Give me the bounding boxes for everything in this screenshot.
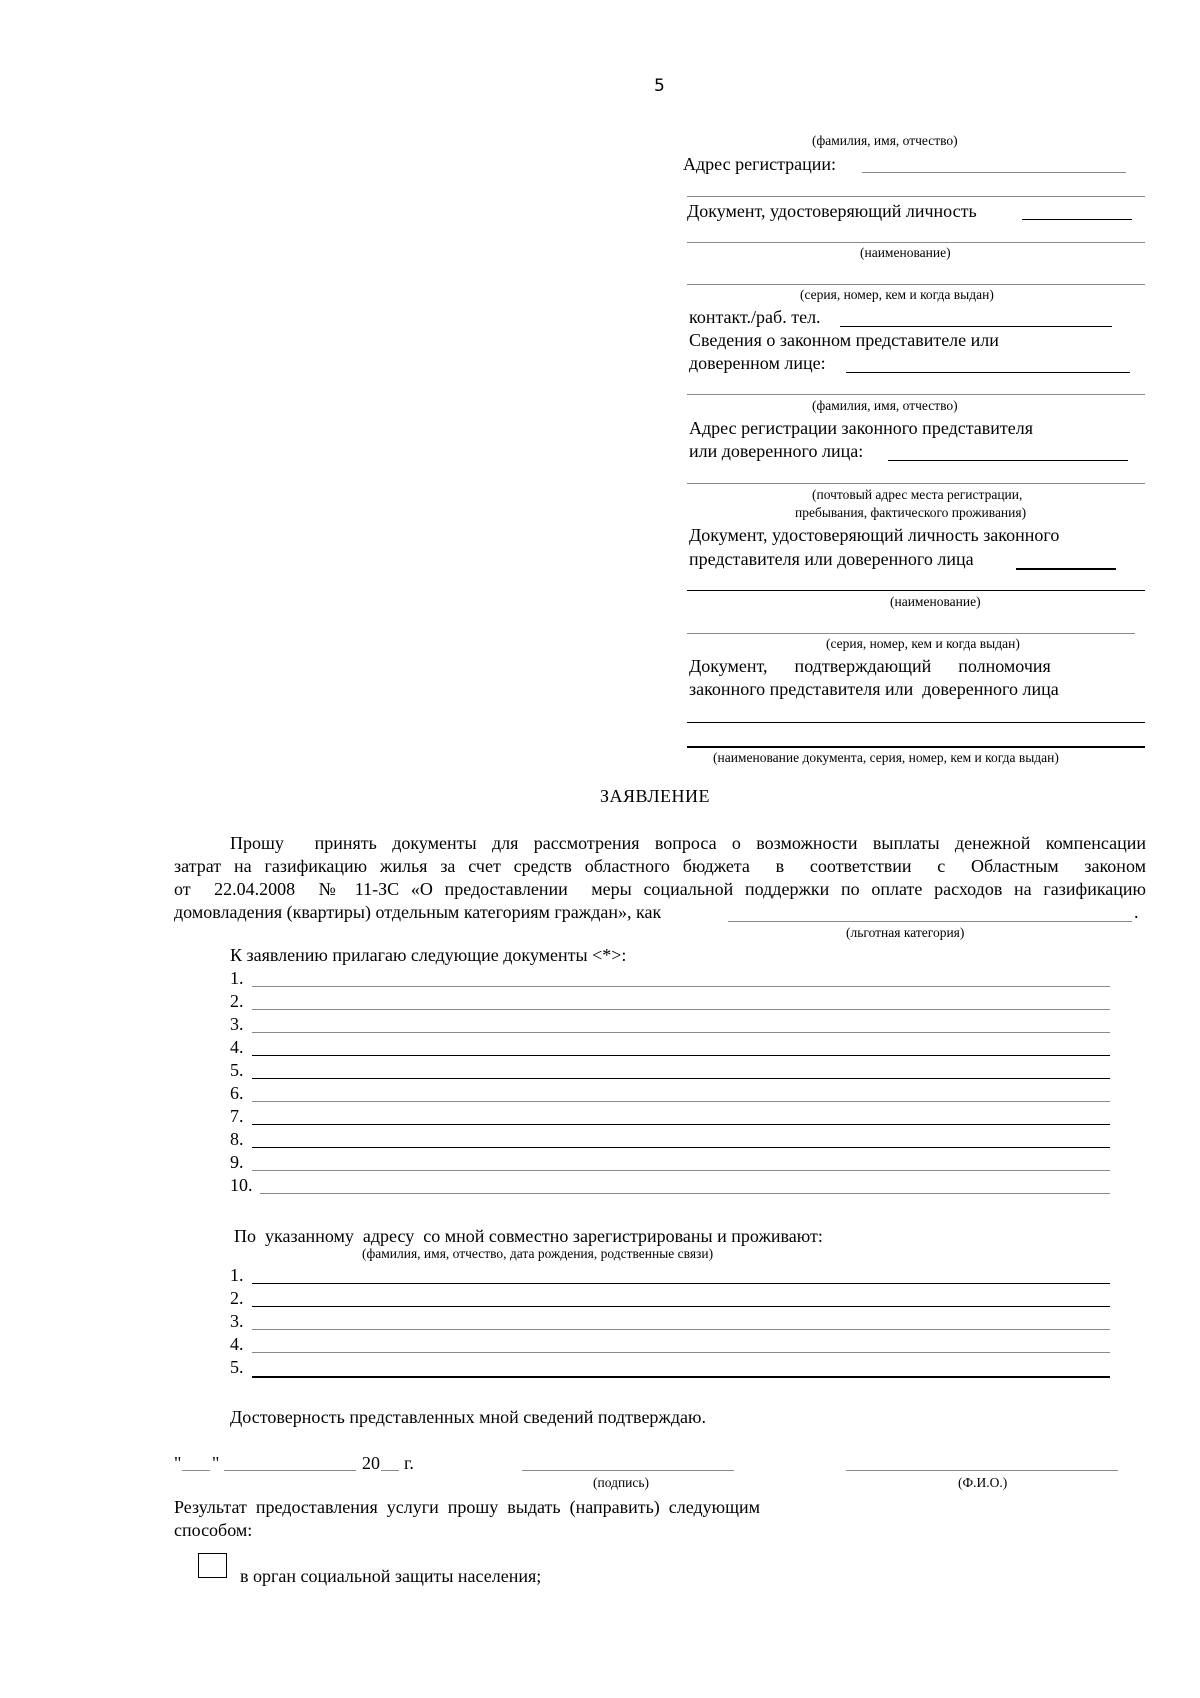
body-line-3: от 22.04.2008 № 11-ЗС «О предоставлении меры социальной поддержки по оплате расходов на газификацию [174,879,1146,899]
body-line-4-end: . [1134,902,1139,922]
attachment-field-6[interactable] [252,1101,1110,1102]
phone-field[interactable] [840,326,1112,327]
rep-doc-series-caption: (серия, номер, кем и когда выдан) [826,636,1020,651]
body-line-4: домовладения (квартиры) отдельным категориям граждан», как [174,902,662,922]
rep-doc-line2: представителя или доверенного лица [689,549,974,569]
identity-doc-series-field[interactable] [687,284,1145,285]
resident-field-3[interactable] [252,1329,1110,1330]
authority-doc-line2: законного представителя или доверенного лица [689,679,1059,699]
attachment-field-3[interactable] [252,1032,1110,1033]
date-month-field[interactable] [224,1470,356,1471]
authority-doc-caption: (наименование документа, серия, номер, кем и когда выдан) [713,750,1059,765]
option-social-protection-label: в орган социальной защиты населения; [240,1566,542,1586]
attachment-num-7: 7. [230,1106,244,1126]
attachment-field-4[interactable] [252,1055,1110,1056]
phone-label: контакт./раб. тел. [689,307,821,327]
rep-address-field-2[interactable] [687,483,1145,484]
fio-caption: (фамилия, имя, отчество) [812,133,958,148]
rep-fio-field[interactable] [846,372,1130,373]
resident-field-4[interactable] [252,1352,1110,1353]
attachment-field-1[interactable] [252,986,1110,987]
date-day-field[interactable] [182,1470,210,1471]
date-quote-open: " [174,1453,182,1473]
attachment-field-10[interactable] [260,1193,1110,1194]
attachment-num-8: 8. [230,1129,244,1149]
category-field[interactable] [728,921,1132,922]
body-line-1: Прошу принять документы для рассмотрения вопроса о возможности выплаты денежной компенсации [230,833,1146,853]
result-line-1: Результат предоставления услуги прошу выдать (направить) следующим [174,1497,760,1517]
attachment-num-2: 2. [230,991,244,1011]
resident-num-2: 2. [230,1288,244,1308]
residents-intro: По указанному адресу со мной совместно зарегистрированы и проживают: [234,1226,823,1246]
rep-info-line1: Сведения о законном представителе или [689,330,999,350]
attachment-num-4: 4. [230,1037,244,1057]
attachment-field-8[interactable] [252,1147,1110,1148]
reg-address-label: Адрес регистрации: [683,154,837,174]
identity-doc-label: Документ, удостоверяющий личность [687,201,977,221]
authority-doc-field-2[interactable] [687,746,1145,748]
rep-fio-caption: (фамилия, имя, отчество) [812,398,958,413]
identity-doc-field[interactable] [1022,219,1132,220]
resident-num-1: 1. [230,1265,244,1285]
signature-caption: (подпись) [593,1475,650,1490]
rep-address-line2: или доверенного лица: [689,441,864,461]
resident-field-1[interactable] [252,1283,1110,1284]
attachment-field-7[interactable] [252,1124,1110,1125]
resident-field-2[interactable] [252,1306,1110,1307]
resident-field-5[interactable] [252,1376,1110,1378]
resident-num-4: 4. [230,1334,244,1354]
rep-info-line2: доверенном лице: [689,353,826,373]
date-year-prefix: 20 [362,1453,380,1473]
residents-caption: (фамилия, имя, отчество, дата рождения, родственные связи) [362,1246,714,1261]
page-number: 5 [654,76,665,96]
attachment-field-9[interactable] [252,1170,1110,1171]
identity-doc-name-field[interactable] [687,242,1145,243]
date-year-suffix: г. [404,1453,414,1473]
rep-doc-series-field[interactable] [687,633,1135,634]
resident-num-5: 5. [230,1357,244,1377]
authority-doc-line1: Документ, подтверждающий полномочия [689,656,1051,676]
attachment-num-9: 9. [230,1152,244,1172]
attachment-num-6: 6. [230,1083,244,1103]
series-caption: (серия, номер, кем и когда выдан) [800,287,994,302]
rep-doc-field[interactable] [1016,568,1116,570]
reg-address-field[interactable] [862,172,1126,173]
rep-doc-name-field[interactable] [687,590,1145,591]
social-protection-checkbox[interactable] [198,1553,227,1578]
rep-address-line1: Адрес регистрации законного представителя [689,418,1034,438]
result-line-2: способом: [174,1520,253,1540]
date-year-field[interactable] [381,1470,399,1471]
naimenovanie-caption: (наименование) [860,245,951,260]
attachment-num-3: 3. [230,1014,244,1034]
fio-signature-field[interactable] [846,1470,1118,1471]
postal-caption-line1: (почтовый адрес места регистрации, [812,487,1023,502]
category-caption: (льготная категория) [846,925,965,940]
document-title: ЗАЯВЛЕНИЕ [600,786,711,806]
attachment-num-1: 1. [230,968,244,988]
fio-signature-caption: (Ф.И.О.) [958,1475,1008,1490]
resident-num-3: 3. [230,1311,244,1331]
date-quote-close: " [212,1453,220,1473]
attachment-field-5[interactable] [252,1078,1110,1079]
rep-fio-field-2[interactable] [687,394,1145,395]
rep-doc-naimenovanie-caption: (наименование) [890,594,981,609]
attachments-intro: К заявлению прилагаю следующие документы <*>: [230,945,627,965]
signature-field[interactable] [522,1470,734,1471]
attachment-num-10: 10. [230,1175,253,1195]
authority-doc-field[interactable] [687,722,1145,723]
rep-doc-line1: Документ, удостоверяющий личность законного [689,525,1060,545]
attachment-num-5: 5. [230,1060,244,1080]
postal-caption-line2: пребывания, фактического проживания) [795,505,1027,520]
reg-address-field-2[interactable] [687,196,1145,197]
body-line-2: затрат на газификацию жилья за счет средств областного бюджета в соответствии с Областным законом [174,856,1146,876]
rep-address-field[interactable] [888,460,1128,461]
confirmation-text: Достоверность представленных мной сведений подтверждаю. [230,1407,706,1427]
attachment-field-2[interactable] [252,1009,1110,1010]
